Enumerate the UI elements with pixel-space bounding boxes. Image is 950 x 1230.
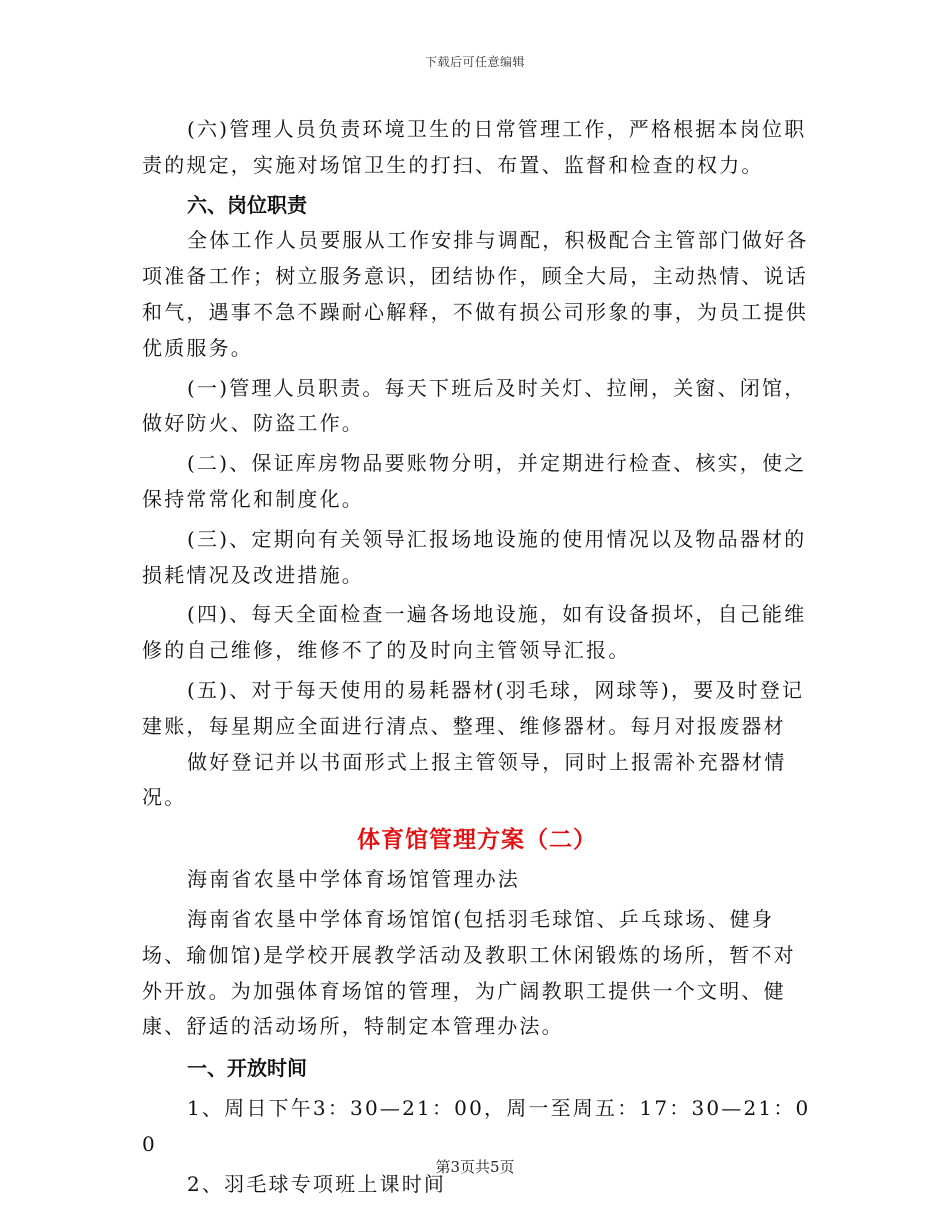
paragraph-duty-2: (二)、保证库房物品要账物分明，并定期进行检查、核实，使之保持常常化和制度化。: [142, 451, 807, 511]
heading-job-duties: 六、岗位职责: [187, 192, 307, 217]
paragraph-duty-1: (一)管理人员职责。每天下班后及时关灯、拉闸，关窗、闭馆，做好防火、防盗工作。: [142, 375, 807, 436]
paragraph-hours-1: 1、周日下午3：30—21：00，周一至周五：17：30—21：00: [142, 1095, 811, 1156]
paragraph-duty-5b: 做好登记并以书面形式上报主管领导，同时上报需补充器材情况。: [142, 749, 787, 810]
subtitle-measures: 海南省农垦中学体育场馆管理办法: [187, 867, 520, 892]
paragraph-duty-4: (四)、每天全面检查一遍各场地设施，如有设备损坏，自己能维修的自己维修，维修不了的及时向主管领导汇报。: [142, 602, 807, 663]
section-title-plan-two: 体育馆管理方案（二）: [357, 826, 597, 854]
paragraph-item-6: (六)管理人员负责环境卫生的日常管理工作，严格根据本岗位职责的规定，实施对场馆卫生的打扫、布置、监督和检查的权力。: [142, 117, 807, 177]
page-header: 下载后可任意编辑: [424, 55, 525, 69]
paragraph-duties-intro: 全体工作人员要服从工作安排与调配，积极配合主管部门做好各项准备工作；树立服务意识，团结协作，顾全大局，主动热情、说话和气，遇事不急不躁耐心解释，不做有损公司形象的事，为员工提供优质服务。: [142, 228, 809, 360]
paragraph-duty-5a: (五)、对于每天使用的易耗器材(羽毛球，网球等)，要及时登记建账，每星期应全面进行清点、整理、维修器材。每月对报废器材: [142, 677, 805, 738]
paragraph-duty-3: (三)、定期向有关领导汇报场地设施的使用情况以及物品器材的损耗情况及改进措施。: [142, 526, 807, 587]
heading-opening-hours: 一、开放时间: [187, 1056, 307, 1081]
paragraph-hours-2: 2、羽毛球专项班上课时间: [187, 1171, 447, 1196]
paragraph-plan-intro: 海南省农垦中学体育场馆馆(包括羽毛球馆、乒乓球场、健身场、瑜伽馆)是学校开展教学活动及教职工休闲锻炼的场所，暂不对外开放。为加强体育场馆的管理，为广阔教职工提供一个文明、健康、舒适的活动场所，特制定本管理办法。: [142, 906, 796, 1039]
page-footer: 第3页共5页: [435, 1158, 515, 1176]
document-body: [142, 112, 812, 1202]
